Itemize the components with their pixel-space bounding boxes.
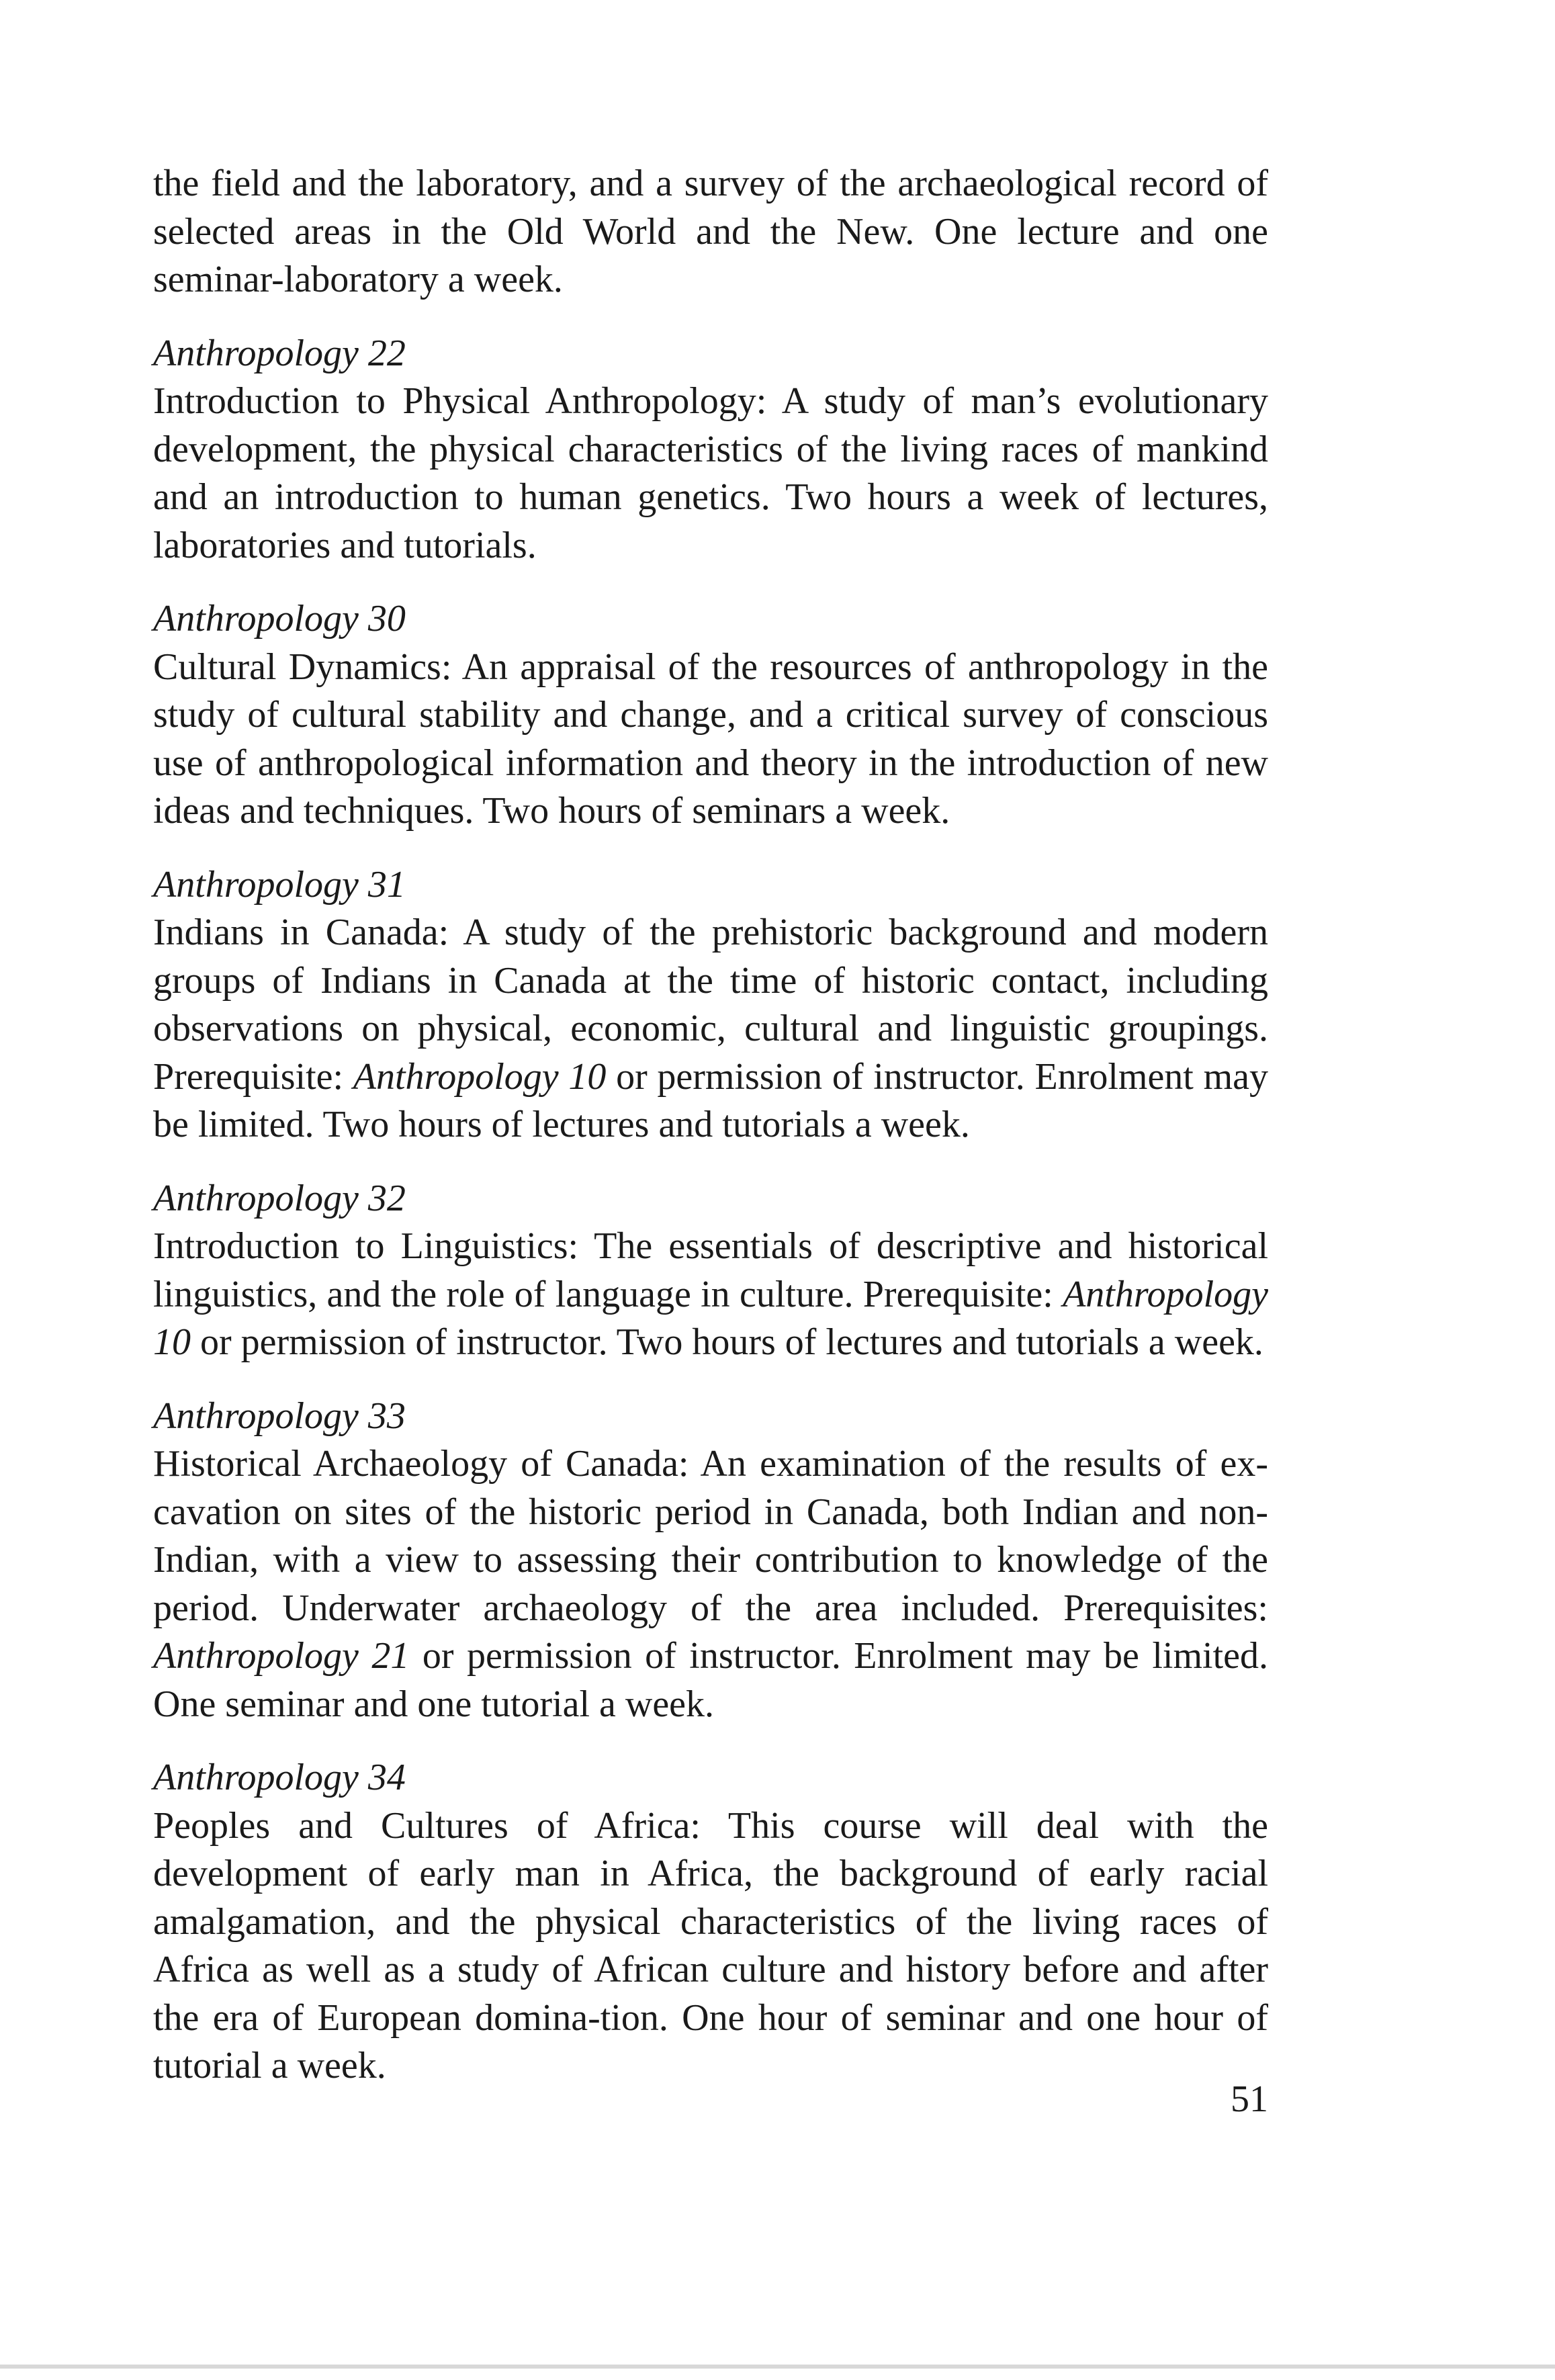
course-heading: Anthropology 30 bbox=[153, 598, 406, 640]
course-entry-anthropology-32 bbox=[153, 1175, 1268, 1367]
prerequisite-course-reference: Anthropology 10 bbox=[153, 1273, 1268, 1363]
course-description-text: Cultural Dynamics: An appraisal of the resources of anthropology in the study of cultural stability and change, and a critical survey of conscious use of anthropological information and theory in the introduction of new ideas and techniques. Two hours of seminars a week. bbox=[153, 646, 1268, 832]
course-description bbox=[153, 378, 1268, 570]
page-number: 51 bbox=[1231, 2078, 1268, 2120]
course-heading: Anthropology 22 bbox=[153, 332, 406, 374]
page-body bbox=[153, 160, 1268, 2090]
course-entry-anthropology-31 bbox=[153, 861, 1268, 1149]
course-description bbox=[153, 1440, 1268, 1728]
course-description-text: Peoples and Cultures of Africa: This course will deal with the development of early man in Africa, the background of early racial amalgamation, and the physical characteristics of the living races of Africa as well as a study of African culture and history before and after the era of European domina-tion. One hour of seminar and one hour of tutorial a week. bbox=[153, 1804, 1268, 2086]
course-description-text: Indians in Canada: A study of the prehistoric background and modern groups of Indians in Canada at the time of historic contact, including observations on physical, economic, cultural and linguistic groupings. Prerequisite: bbox=[153, 912, 1268, 1098]
course-description-text: Introduction to Linguistics: The essentials of descriptive and historical linguistics, and the role of language in culture. Prerequisite: bbox=[153, 1225, 1268, 1315]
course-entry-anthropology-30 bbox=[153, 595, 1268, 836]
course-entry-anthropology-22 bbox=[153, 330, 1268, 570]
course-heading: Anthropology 34 bbox=[153, 1757, 406, 1798]
course-heading: Anthropology 31 bbox=[153, 863, 406, 906]
course-heading: Anthropology 33 bbox=[153, 1395, 406, 1437]
course-description bbox=[153, 1223, 1268, 1367]
course-description bbox=[153, 1802, 1268, 2090]
course-description-text: or permission of instructor. Enrolment may be limited. Two hours of lectures and tutorials a week. bbox=[153, 1055, 1268, 1145]
course-description-text: Historical Archaeology of Canada: An examination of the results of ex-cavation on sites of the historic period in Canada, both Indian and non-Indian, with a view to assessing their contribution to knowledge of the period. Underwater archaeology of the area included. Prerequisites: bbox=[153, 1443, 1268, 1629]
course-description-text: Introduction to Physical Anthropology: A study of man’s evolutionary development, the physical characteristics of the living races of mankind and an introduction to human genetics. Two hours a week of lectures, laboratories and tutorials. bbox=[153, 380, 1268, 566]
course-description-text: or permission of instructor. Two hours of lectures and tutorials a week. bbox=[191, 1321, 1263, 1363]
course-description bbox=[153, 644, 1268, 836]
scan-edge-divider bbox=[0, 2365, 1555, 2369]
course-description bbox=[153, 909, 1268, 1149]
intro-paragraph: the field and the laboratory, and a survey of the archaeological record of selected areas in the Old World and the New. One lecture and one seminar-laboratory a week. bbox=[153, 163, 1268, 300]
course-entry-anthropology-34 bbox=[153, 1754, 1268, 2090]
prerequisite-course-reference: Anthropology 21 bbox=[153, 1635, 410, 1677]
prerequisite-course-reference: Anthropology 10 bbox=[353, 1055, 607, 1098]
course-entry-anthropology-33 bbox=[153, 1393, 1268, 1729]
course-description-text: or permission of instructor. Enrolment may be limited. One seminar and one tutorial a week. bbox=[153, 1635, 1268, 1725]
course-heading: Anthropology 32 bbox=[153, 1177, 406, 1219]
